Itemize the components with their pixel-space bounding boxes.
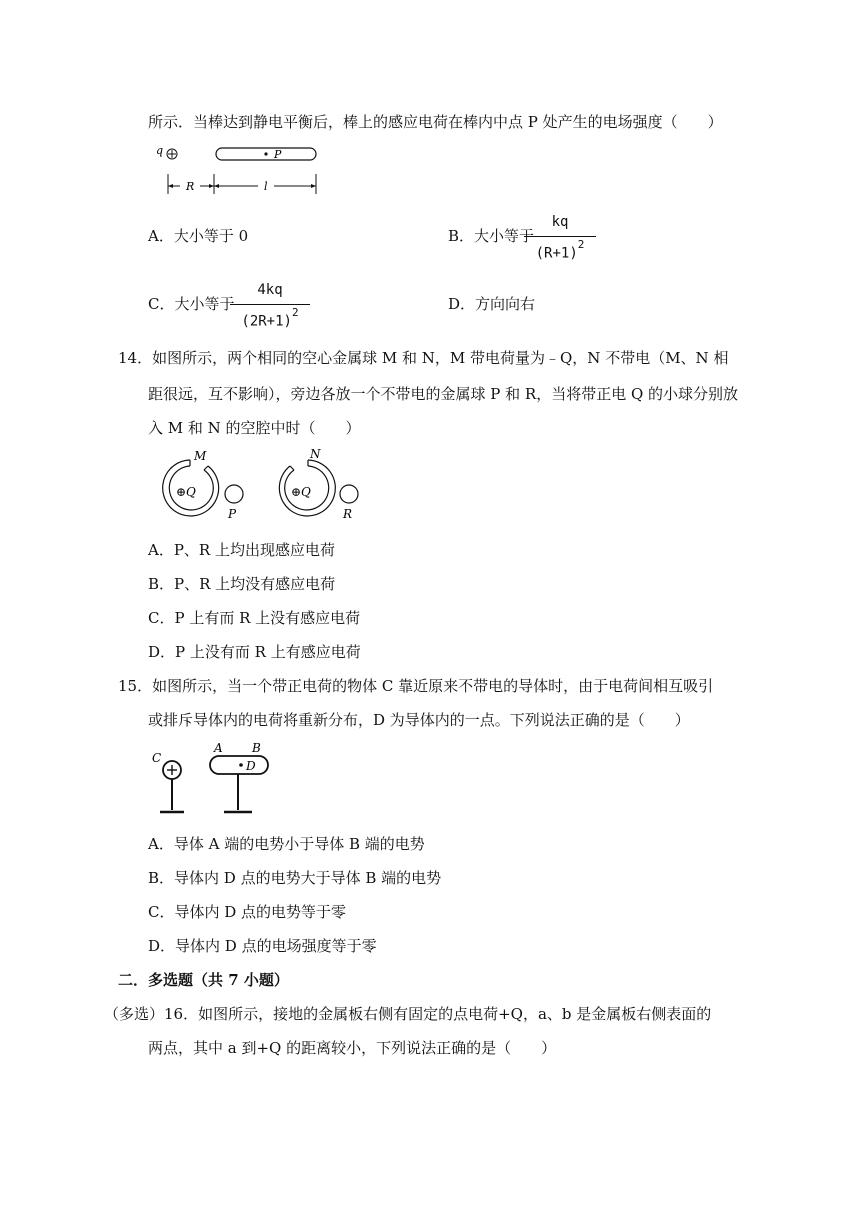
q14-label-m: M bbox=[194, 449, 207, 463]
q14-option-b: B．P、R 上均没有感应电荷 bbox=[148, 575, 336, 593]
q13-option-c-fraction-bar bbox=[230, 304, 310, 305]
section-title-multi-choice: 二．多选题（共 7 小题） bbox=[118, 971, 289, 989]
q13-point-p-dot bbox=[264, 152, 267, 155]
q14-option-c: C．P 上有而 R 上没有感应电荷 bbox=[148, 609, 361, 627]
q13-option-c-fraction bbox=[230, 282, 310, 332]
q16-stem-line-2: 两点，其中 a 到+Q 的距离较小，下列说法正确的是（ ） bbox=[148, 1039, 557, 1057]
q14-charge-q-in-m: ⊕Q bbox=[176, 485, 196, 499]
q14-figure-spheres bbox=[150, 448, 370, 524]
q15-stem-line-1: 15．如图所示，当一个带正电荷的物体 C 靠近原来不带电的导体时，由于电荷间相互吸引 bbox=[118, 677, 714, 695]
q14-stem-line-3: 入 M 和 N 的空腔中时（ ） bbox=[148, 419, 361, 437]
q13-option-b-denominator: $(R+1)^2$ bbox=[535, 238, 585, 262]
q15-option-d: D．导体内 D 点的电场强度等于零 bbox=[148, 937, 377, 955]
q13-option-b-fraction-bar bbox=[524, 236, 596, 237]
q13-length-r-label: R bbox=[186, 180, 195, 193]
q13-stem-tail: 所示．当棒达到静电平衡后，棒上的感应电荷在棒内中点 P 处产生的电场强度（ ） bbox=[148, 113, 723, 131]
q13-option-b-prefix: B．大小等于 bbox=[448, 227, 535, 245]
q14-label-p: P bbox=[228, 507, 237, 521]
q13-point-p-label: P bbox=[274, 148, 282, 161]
q14-sphere-r bbox=[340, 485, 358, 503]
q13-charge-label: q bbox=[156, 144, 164, 157]
q13-option-c-exponent: 2 bbox=[291, 306, 299, 319]
q13-option-d: D．方向向右 bbox=[448, 295, 536, 313]
q15-label-c: C bbox=[152, 751, 162, 765]
q14-option-d: D．P 上没有而 R 上有感应电荷 bbox=[148, 643, 361, 661]
q13-option-a: A．大小等于 0 bbox=[148, 227, 249, 245]
q15-label-d: D bbox=[246, 759, 256, 773]
q13-figure-rod-diagram bbox=[150, 140, 330, 200]
q14-option-a: A．P、R 上均出现感应电荷 bbox=[148, 541, 335, 559]
q15-point-d-dot bbox=[239, 763, 243, 767]
q15-option-c: C．导体内 D 点的电势等于零 bbox=[148, 903, 347, 921]
q14-charge-q-in-n: ⊕Q bbox=[291, 485, 311, 499]
q15-label-a: A bbox=[214, 741, 223, 755]
q15-stem-line-2: 或排斥导体内的电荷将重新分布，D 为导体内的一点。下列说法正确的是（ ） bbox=[148, 711, 690, 729]
q14-label-r: R bbox=[343, 507, 353, 521]
q13-length-l-label: l bbox=[264, 180, 268, 193]
q13-option-b-numerator: kq bbox=[551, 214, 569, 230]
q13-option-c-numerator: 4kq bbox=[257, 282, 283, 298]
q15-figure-conductor bbox=[150, 740, 280, 820]
q14-stem-line-1: 14．如图所示，两个相同的空心金属球 M 和 N，M 带电荷量为﹣Q，N 不带电（M、N 相 bbox=[118, 349, 729, 367]
q14-sphere-p bbox=[225, 485, 243, 503]
q14-label-n: N bbox=[310, 447, 321, 461]
q13-option-b-exponent: 2 bbox=[577, 238, 585, 251]
q15-option-b: B．导体内 D 点的电势大于导体 B 端的电势 bbox=[148, 869, 442, 887]
q13-option-c-denominator: $(2R+1)^2$ bbox=[241, 306, 299, 330]
q15-label-b: B bbox=[252, 741, 261, 755]
q13-option-b-fraction bbox=[524, 214, 596, 264]
q14-stem-line-2: 距很远，互不影响），旁边各放一个不带电的金属球 P 和 R，当将带正电 Q 的小球分别放 bbox=[148, 385, 739, 403]
q15-option-a: A．导体 A 端的电势小于导体 B 端的电势 bbox=[148, 835, 425, 853]
q16-stem-line-1: （多选）16．如图所示，接地的金属板右侧有固定的点电荷+Q，a、b 是金属板右侧表面的 bbox=[104, 1005, 712, 1023]
q13-option-c-prefix: C．大小等于 bbox=[148, 295, 235, 313]
q15-conductor-body bbox=[210, 756, 268, 774]
